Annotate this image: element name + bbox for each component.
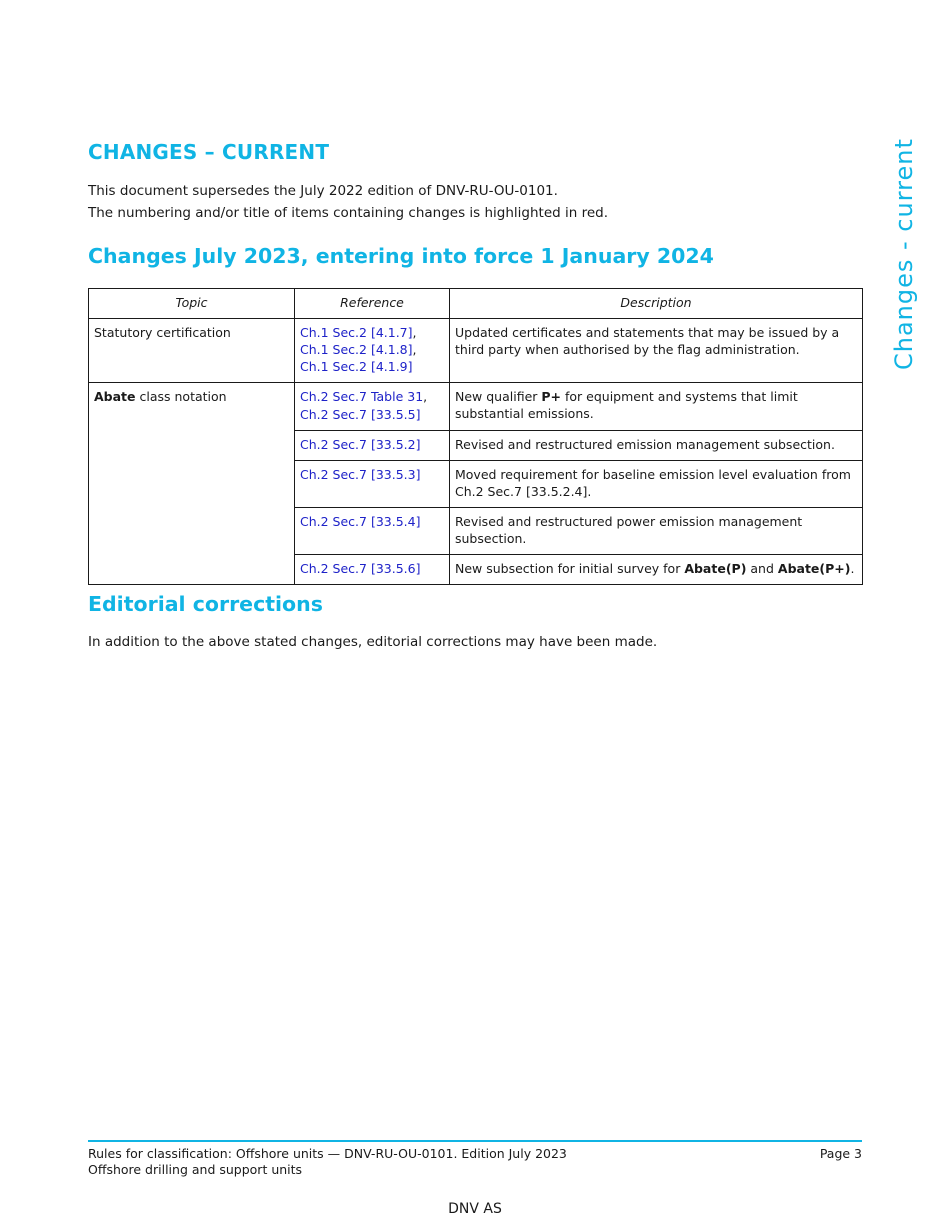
row3-reference bbox=[295, 431, 450, 461]
desc-text: and bbox=[746, 561, 778, 576]
footer-subtitle: Offshore drilling and support units bbox=[88, 1162, 303, 1177]
page-title: CHANGES – CURRENT bbox=[88, 140, 330, 164]
reference-link[interactable]: Ch.2 Sec.7 [33.5.2] bbox=[300, 437, 421, 452]
row5-reference bbox=[295, 508, 450, 555]
section-changes-heading: Changes July 2023, entering into force 1 January 2024 bbox=[88, 244, 714, 268]
row1-description: Updated certificates and statements that may be issued by a third party when authorised by the flag administration. bbox=[450, 319, 863, 383]
row5-description: Revised and restructured power emission management subsection. bbox=[450, 508, 863, 555]
editorial-text: In addition to the above stated changes, editorial corrections may have been made. bbox=[88, 634, 658, 650]
table-row bbox=[89, 319, 863, 383]
reference-link[interactable]: Ch.2 Sec.7 [33.5.3] bbox=[300, 467, 421, 482]
row4-description: Moved requirement for baseline emission level evaluation from Ch.2 Sec.7 [33.5.2.4]. bbox=[450, 461, 863, 508]
topic-suffix: class notation bbox=[135, 389, 227, 404]
reference-link[interactable]: Ch.2 Sec.7 [33.5.6] bbox=[300, 561, 421, 576]
row4-reference bbox=[295, 461, 450, 508]
intro-line-2: The numbering and/or title of items containing changes is highlighted in red. bbox=[88, 205, 609, 221]
page-number: Page 3 bbox=[819, 1146, 862, 1161]
comma-separator: , bbox=[423, 389, 428, 404]
company-name: DNV AS bbox=[448, 1201, 502, 1217]
reference-link[interactable]: Ch.2 Sec.7 [33.5.4] bbox=[300, 514, 421, 529]
reference-link[interactable]: Ch.1 Sec.2 [4.1.9] bbox=[300, 359, 413, 374]
notation-bold: Abate(P) bbox=[684, 561, 747, 576]
changes-table bbox=[88, 288, 863, 585]
header-reference: Reference bbox=[295, 289, 450, 319]
header-topic: Topic bbox=[89, 289, 295, 319]
footer-divider bbox=[88, 1140, 862, 1142]
row1-topic: Statutory certification bbox=[89, 319, 295, 383]
abate-notation: Abate bbox=[94, 389, 136, 404]
desc-text: for equipment and systems that limit substantial emissions. bbox=[455, 389, 798, 421]
reference-link[interactable]: Ch.2 Sec.7 Table 31 bbox=[300, 389, 424, 404]
reference-link[interactable]: Ch.1 Sec.2 [4.1.7] bbox=[300, 325, 413, 340]
row2-references bbox=[295, 383, 450, 431]
table-row bbox=[89, 383, 863, 431]
qualifier-bold: P+ bbox=[541, 389, 562, 404]
row2-topic bbox=[89, 383, 295, 585]
intro-line-1: This document supersedes the July 2022 edition of DNV-RU-OU-0101. bbox=[88, 183, 558, 199]
footer bbox=[88, 1146, 862, 1178]
table-header-row bbox=[89, 289, 863, 319]
comma-separator: , bbox=[412, 342, 417, 357]
side-title: Changes - current bbox=[890, 138, 918, 370]
header-description: Description bbox=[450, 289, 863, 319]
desc-text: . bbox=[850, 561, 855, 576]
row1-references bbox=[295, 319, 450, 383]
desc-text: New subsection for initial survey for bbox=[455, 561, 685, 576]
desc-text: New qualifier bbox=[455, 389, 542, 404]
row3-description: Revised and restructured emission management subsection. bbox=[450, 431, 863, 461]
row2-description bbox=[450, 383, 863, 431]
row6-description bbox=[450, 555, 863, 585]
comma-separator: , bbox=[412, 325, 417, 340]
notation-bold: Abate(P+) bbox=[777, 561, 851, 576]
reference-link[interactable]: Ch.2 Sec.7 [33.5.5] bbox=[300, 407, 421, 422]
footer-document-title: Rules for classification: Offshore units — DNV-RU-OU-0101. Edition July 2023 bbox=[88, 1146, 567, 1161]
row6-reference bbox=[295, 555, 450, 585]
section-editorial-heading: Editorial corrections bbox=[88, 592, 323, 616]
reference-link[interactable]: Ch.1 Sec.2 [4.1.8] bbox=[300, 342, 413, 357]
intro-text bbox=[88, 180, 608, 224]
